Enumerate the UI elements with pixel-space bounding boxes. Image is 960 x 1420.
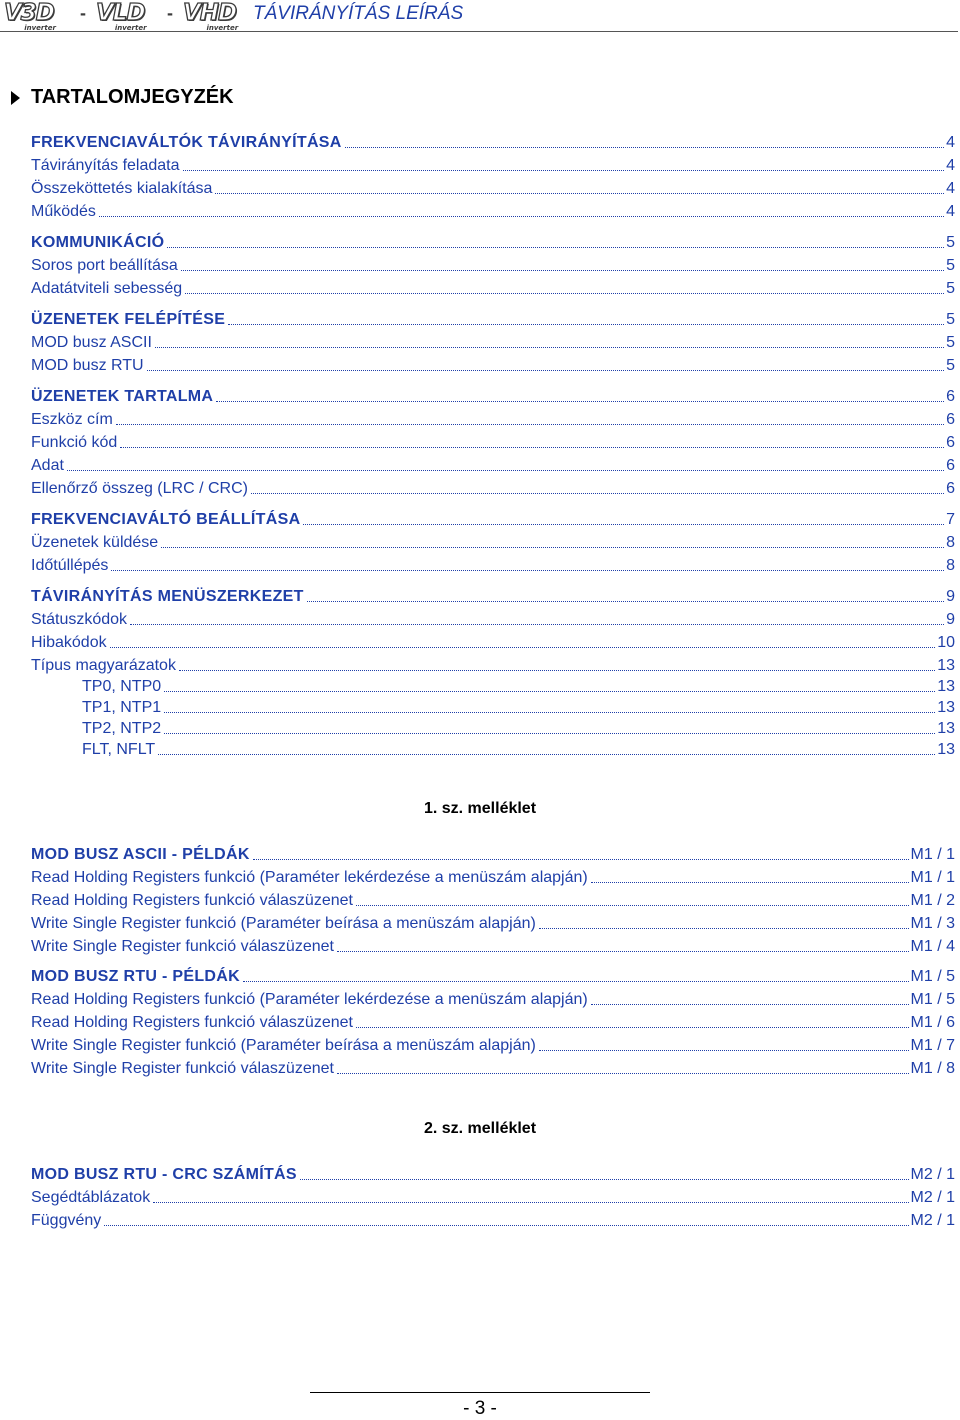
- logo-separator: -: [167, 3, 173, 23]
- logo-separator: -: [80, 3, 86, 23]
- toc-entry-page: 7: [946, 511, 955, 528]
- toc-entry-page: M2 / 1: [910, 1212, 955, 1229]
- toc-entry[interactable]: [31, 131, 955, 153]
- toc-entry-page: 13: [937, 699, 955, 716]
- toc-entry-label: Működés: [31, 203, 96, 220]
- page-header: [0, 0, 960, 34]
- toc-entry-label: Read Holding Registers funkció válaszüzenet: [31, 892, 353, 909]
- toc-leader-dots: [591, 882, 909, 883]
- toc-entry-label: Read Holding Registers funkció válaszüzenet: [31, 1014, 353, 1031]
- toc-entry-label: Soros port beállítása: [31, 257, 178, 274]
- toc-entry-label: Write Single Register funkció (Paraméter beírása a menüszám alapján): [31, 915, 536, 932]
- toc-entry-label: FREKVENCIAVÁLTÓ BEÁLLÍTÁSA: [31, 511, 301, 528]
- toc-entry-page: 5: [946, 311, 955, 328]
- toc-leader-dots: [539, 928, 909, 929]
- page-number: - 3 -: [463, 1398, 497, 1419]
- toc-entry-page: 9: [946, 611, 955, 628]
- toc-entry-label: FLT, NFLT: [82, 741, 156, 758]
- toc-entry[interactable]: [31, 1163, 955, 1185]
- toc-leader-dots: [300, 1179, 909, 1180]
- toc-leader-dots: [158, 754, 935, 755]
- toc-leader-dots: [147, 370, 944, 371]
- toc-leader-dots: [111, 570, 944, 571]
- toc-leader-dots: [116, 424, 944, 425]
- toc-entry[interactable]: [31, 935, 955, 957]
- toc-entry-page: 5: [946, 334, 955, 351]
- toc-entry[interactable]: [31, 631, 955, 653]
- toc-entry-page: M1 / 1: [910, 846, 955, 863]
- toc-leader-dots: [345, 147, 944, 148]
- toc-entry-label: Időtúllépés: [31, 557, 109, 574]
- toc-entry-page: 9: [946, 588, 955, 605]
- toc-entry-page: 8: [946, 534, 955, 551]
- toc-entry-page: 6: [946, 411, 955, 428]
- toc-entry-page: 6: [946, 388, 955, 405]
- toc-heading: [11, 86, 234, 109]
- toc-entry[interactable]: [82, 738, 955, 760]
- toc-entry-page: 13: [937, 657, 955, 674]
- toc-entry-page: 5: [946, 257, 955, 274]
- toc-leader-dots: [243, 981, 909, 982]
- toc-entry[interactable]: [31, 200, 955, 222]
- toc-entry[interactable]: [31, 308, 955, 330]
- toc-leader-dots: [356, 1027, 909, 1028]
- toc-leader-dots: [337, 1073, 909, 1074]
- toc-entry-label: Ellenőrző összeg (LRC / CRC): [31, 480, 248, 497]
- toc-entry[interactable]: [31, 1186, 955, 1208]
- toc-entry-label: TP0, NTP0: [82, 678, 162, 695]
- toc-entry[interactable]: [31, 454, 955, 476]
- toc-entry-page: 13: [937, 720, 955, 737]
- toc-entry-label: KOMMUNIKÁCIÓ: [31, 234, 165, 251]
- toc-leader-dots: [215, 193, 944, 194]
- toc-leader-dots: [161, 547, 944, 548]
- toc-entry[interactable]: [31, 408, 955, 430]
- toc-entry[interactable]: [31, 1011, 955, 1033]
- toc-entry-page: M1 / 4: [910, 938, 955, 955]
- toc-leader-dots: [356, 905, 909, 906]
- toc-entry-page: M1 / 3: [910, 915, 955, 932]
- appendix-1-title: 1. sz. melléklet: [423, 800, 537, 817]
- toc-entry-page: M1 / 1: [910, 869, 955, 886]
- toc-entry-label: Segédtáblázatok: [31, 1189, 151, 1206]
- footer-divider: [310, 1392, 650, 1393]
- toc-leader-dots: [216, 401, 944, 402]
- toc-leader-dots: [167, 247, 944, 248]
- toc-entry-label: Státuszkódok: [31, 611, 128, 628]
- toc-leader-dots: [153, 1202, 908, 1203]
- toc-entry[interactable]: [31, 477, 955, 499]
- toc-leader-dots: [164, 712, 935, 713]
- toc-entry-label: Read Holding Registers funkció (Paraméter lekérdezése a menüszám alapján): [31, 991, 588, 1008]
- toc-entry[interactable]: [31, 843, 955, 865]
- toc-entry-page: 4: [946, 134, 955, 151]
- toc-entry-page: 8: [946, 557, 955, 574]
- document-title: TÁVIRÁNYÍTÁS LEÍRÁS: [253, 3, 464, 24]
- toc-entry-page: M1 / 6: [910, 1014, 955, 1031]
- toc-entry-page: 5: [946, 234, 955, 251]
- toc-entry-label: Adat: [31, 457, 64, 474]
- toc-leader-dots: [185, 293, 944, 294]
- toc-entry-label: FREKVENCIAVÁLTÓK TÁVIRÁNYÍTÁSA: [31, 134, 342, 151]
- toc-entry[interactable]: [31, 385, 955, 407]
- toc-heading-text: TARTALOMJEGYZÉK: [31, 86, 234, 108]
- toc-entry-label: Összeköttetés kialakítása: [31, 180, 213, 197]
- toc-entry-label: MOD BUSZ RTU - CRC SZÁMÍTÁS: [31, 1166, 297, 1183]
- toc-entry[interactable]: [31, 1057, 955, 1079]
- toc-entry[interactable]: [31, 277, 955, 299]
- toc-leader-dots: [183, 170, 945, 171]
- triangle-right-icon: [11, 91, 20, 105]
- toc-entry-label: ÜZENETEK TARTALMA: [31, 388, 214, 405]
- toc-leader-dots: [228, 324, 944, 325]
- toc-leader-dots: [307, 601, 944, 602]
- toc-entry[interactable]: [31, 531, 955, 553]
- toc-leader-dots: [104, 1225, 908, 1226]
- toc-entry[interactable]: [31, 1209, 955, 1231]
- toc-entry-page: 5: [946, 280, 955, 297]
- appendix-2-title: 2. sz. melléklet: [423, 1120, 537, 1137]
- toc-leader-dots: [181, 270, 944, 271]
- toc-leader-dots: [67, 470, 944, 471]
- vld-logo: VLD inverter: [96, 0, 147, 32]
- toc-entry[interactable]: [31, 654, 955, 676]
- toc-entry-page: M1 / 2: [910, 892, 955, 909]
- toc-entry[interactable]: [82, 675, 955, 697]
- v3d-logo: V3D inverter: [4, 0, 56, 32]
- toc-entry-page: 5: [946, 357, 955, 374]
- toc-leader-dots: [164, 733, 935, 734]
- toc-entry-page: 6: [946, 434, 955, 451]
- toc-leader-dots: [591, 1004, 909, 1005]
- toc-entry-label: Write Single Register funkció válaszüzenet: [31, 938, 334, 955]
- toc-entry-label: Hibakódok: [31, 634, 107, 651]
- toc-entry[interactable]: [31, 866, 955, 888]
- toc-entry-label: ÜZENETEK FELÉPÍTÉSE: [31, 311, 226, 328]
- toc-entry-page: 6: [946, 457, 955, 474]
- toc-entry-page: 4: [946, 203, 955, 220]
- header-divider: [0, 31, 958, 32]
- toc-entry-page: M1 / 7: [910, 1037, 955, 1054]
- toc-entry-label: Write Single Register funkció válaszüzenet: [31, 1060, 334, 1077]
- toc-entry[interactable]: [31, 231, 955, 253]
- toc-entry-label: Függvény: [31, 1212, 102, 1229]
- toc-entry[interactable]: [31, 154, 955, 176]
- toc-entry[interactable]: [82, 696, 955, 718]
- toc-entry[interactable]: [31, 508, 955, 530]
- toc-entry[interactable]: [31, 912, 955, 934]
- toc-entry-page: 13: [937, 741, 955, 758]
- toc-entry-page: 13: [937, 678, 955, 695]
- toc-entry[interactable]: [31, 889, 955, 911]
- toc-leader-dots: [99, 216, 944, 217]
- toc-leader-dots: [251, 493, 944, 494]
- toc-leader-dots: [303, 524, 944, 525]
- toc-entry-page: M1 / 8: [910, 1060, 955, 1077]
- toc-entry-page: M1 / 5: [910, 968, 955, 985]
- toc-entry-page: 4: [946, 180, 955, 197]
- toc-entry-label: MOD busz RTU: [31, 357, 144, 374]
- toc-entry[interactable]: [31, 354, 955, 376]
- toc-leader-dots: [120, 447, 944, 448]
- toc-entry-label: TÁVIRÁNYÍTÁS MENÜSZERKEZET: [31, 588, 304, 605]
- toc-entry-label: Read Holding Registers funkció (Paraméter lekérdezése a menüszám alapján): [31, 869, 588, 886]
- toc-entry-page: M1 / 5: [910, 991, 955, 1008]
- toc-leader-dots: [539, 1050, 909, 1051]
- toc-entry[interactable]: [31, 608, 955, 630]
- vhd-logo: VHD inverter: [183, 0, 239, 32]
- toc-entry-page: 10: [937, 634, 955, 651]
- toc-entry[interactable]: [31, 431, 955, 453]
- toc-entry[interactable]: [31, 1034, 955, 1056]
- toc-entry-label: MOD busz ASCII: [31, 334, 152, 351]
- toc-entry-label: Funkció kód: [31, 434, 118, 451]
- toc-entry-label: Távirányítás feladata: [31, 157, 180, 174]
- toc-leader-dots: [130, 624, 944, 625]
- toc-entry[interactable]: [31, 988, 955, 1010]
- toc-leader-dots: [337, 951, 909, 952]
- toc-entry[interactable]: [31, 965, 955, 987]
- toc-entry-label: Eszköz cím: [31, 411, 113, 428]
- toc-entry[interactable]: [31, 177, 955, 199]
- toc-entry[interactable]: [31, 585, 955, 607]
- toc-entry-page: 4: [946, 157, 955, 174]
- toc-entry[interactable]: [31, 554, 955, 576]
- toc-entry-label: Adatátviteli sebesség: [31, 280, 183, 297]
- toc-entry-label: Típus magyarázatok: [31, 657, 176, 674]
- toc-entry[interactable]: [82, 717, 955, 739]
- toc-entry-label: Üzenetek küldése: [31, 534, 159, 551]
- toc-entry-label: Write Single Register funkció (Paraméter beírása a menüszám alapján): [31, 1037, 536, 1054]
- toc-entry-page: M2 / 1: [910, 1189, 955, 1206]
- toc-leader-dots: [155, 347, 944, 348]
- toc-leader-dots: [164, 691, 935, 692]
- toc-entry-label: TP2, NTP2: [82, 720, 162, 737]
- toc-entry[interactable]: [31, 254, 955, 276]
- toc-entry-label: TP1, NTP1: [82, 699, 162, 716]
- toc-leader-dots: [253, 859, 909, 860]
- toc-entry-label: MOD BUSZ ASCII - PÉLDÁK: [31, 846, 250, 863]
- toc-leader-dots: [179, 670, 935, 671]
- toc-leader-dots: [110, 647, 936, 648]
- toc-entry-label: MOD BUSZ RTU - PÉLDÁK: [31, 968, 240, 985]
- toc-entry-page: 6: [946, 480, 955, 497]
- toc-entry-page: M2 / 1: [910, 1166, 955, 1183]
- toc-entry[interactable]: [31, 331, 955, 353]
